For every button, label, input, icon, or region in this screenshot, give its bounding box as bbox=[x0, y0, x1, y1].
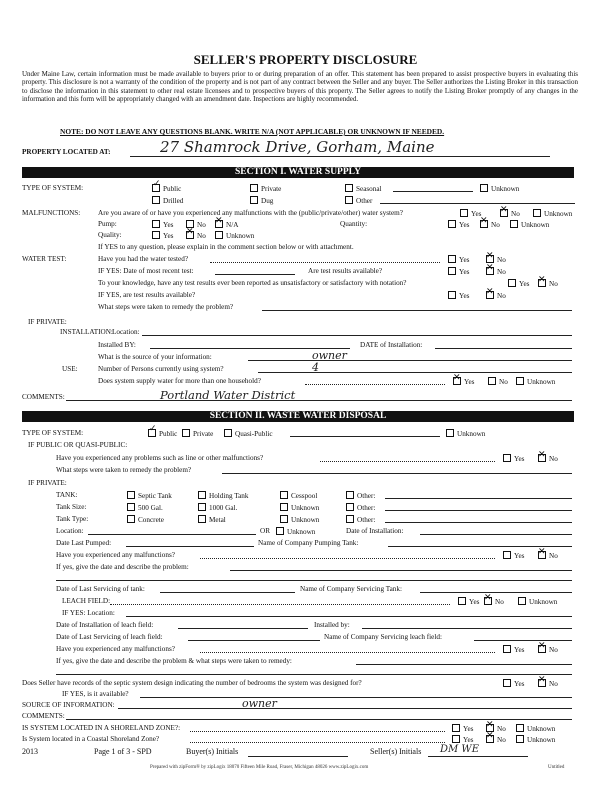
intro-paragraph: Under Maine Law, certain information must be made available to buyers prior to or during preparation of an offer. This statement has been prepared to assist prospective buyers in evaluating this property. This disclosure is not a warranty of the condition of the property and is not part of any contract between the Seller and any buyer. The Seller authorizes the Listing Broker in this transaction to disclose the information in this statement to other real estate licensees and to prospective buyers of this property. The Seller agrees to notify the Listing Broker promptly of any changes in the information and this form will be appropriately changed with an amendment date. Inspections are highly recommended. bbox=[22, 70, 578, 104]
checkbox[interactable] bbox=[538, 454, 546, 462]
checkbox[interactable] bbox=[280, 503, 288, 511]
checkbox[interactable] bbox=[127, 515, 135, 523]
checkbox[interactable] bbox=[224, 429, 232, 437]
checkbox[interactable] bbox=[148, 429, 156, 437]
checkbox[interactable] bbox=[186, 231, 194, 239]
checkbox[interactable] bbox=[480, 220, 488, 228]
checkbox[interactable] bbox=[198, 503, 206, 511]
property-address[interactable]: 27 Shamrock Drive, Gorham, Maine bbox=[160, 138, 435, 156]
checkbox[interactable] bbox=[480, 184, 488, 192]
checkbox[interactable] bbox=[127, 491, 135, 499]
checkbox[interactable] bbox=[152, 231, 160, 239]
water-public[interactable]: ✓ Public bbox=[152, 184, 181, 193]
checkbox[interactable] bbox=[453, 377, 461, 385]
checkbox[interactable] bbox=[518, 597, 526, 605]
property-label: PROPERTY LOCATED AT: bbox=[22, 148, 111, 156]
checkbox[interactable] bbox=[458, 597, 466, 605]
checkbox[interactable] bbox=[280, 491, 288, 499]
malfunctions-label: MALFUNCTIONS: bbox=[22, 209, 81, 217]
checkbox[interactable] bbox=[460, 209, 468, 217]
checkbox[interactable] bbox=[538, 679, 546, 687]
checkbox[interactable] bbox=[345, 184, 353, 192]
checkbox[interactable] bbox=[346, 515, 354, 523]
checkbox[interactable] bbox=[250, 196, 258, 204]
checkbox[interactable] bbox=[448, 267, 456, 275]
malfunctions-question: Are you aware of or have you experienced any malfunctions with the (public/private/other) water system? bbox=[98, 209, 403, 217]
footer-seller-initials: Seller(s) Initials bbox=[370, 747, 422, 756]
checkbox[interactable] bbox=[276, 527, 284, 535]
num-persons-value[interactable]: 4 bbox=[312, 361, 319, 374]
checkbox[interactable] bbox=[538, 551, 546, 559]
checkbox[interactable] bbox=[152, 196, 160, 204]
checkbox[interactable] bbox=[503, 645, 511, 653]
water-drilled[interactable]: Drilled bbox=[152, 196, 183, 205]
water-dug[interactable]: Dug bbox=[250, 196, 273, 205]
checkbox[interactable] bbox=[503, 679, 511, 687]
checkbox[interactable] bbox=[127, 503, 135, 511]
checkbox[interactable] bbox=[250, 184, 258, 192]
checkbox[interactable] bbox=[486, 255, 494, 263]
checkbox[interactable] bbox=[448, 291, 456, 299]
checkbox[interactable] bbox=[215, 231, 223, 239]
checkbox[interactable] bbox=[152, 184, 160, 192]
checkbox[interactable] bbox=[538, 645, 546, 653]
footer-zipform-line: Prepared with zipForm® by zipLogix 18070 Fifteen Mile Road, Fraser, Michigan 48026 www.zipLogix.com bbox=[150, 765, 369, 770]
water-unknown[interactable]: Unknown bbox=[480, 184, 519, 193]
water-other[interactable]: Other bbox=[345, 196, 372, 205]
checkbox[interactable] bbox=[538, 279, 546, 287]
checkbox[interactable] bbox=[215, 220, 223, 228]
checkbox[interactable] bbox=[484, 597, 492, 605]
checkbox[interactable] bbox=[448, 220, 456, 228]
checkbox[interactable] bbox=[452, 735, 460, 743]
checkbox[interactable] bbox=[182, 429, 190, 437]
water-comments-value[interactable]: Portland Water District bbox=[160, 388, 296, 402]
checkbox[interactable] bbox=[510, 220, 518, 228]
checkbox[interactable] bbox=[452, 724, 460, 732]
checkbox[interactable] bbox=[516, 377, 524, 385]
section-1-heading: SECTION I. WATER SUPPLY bbox=[22, 167, 574, 178]
checkbox[interactable] bbox=[152, 220, 160, 228]
seller-initials-value[interactable]: DM WE bbox=[440, 744, 480, 755]
checkbox[interactable] bbox=[500, 209, 508, 217]
footer-form-name: Untitled bbox=[548, 765, 565, 770]
checkbox[interactable] bbox=[446, 429, 454, 437]
note-text: NOTE: DO NOT LEAVE ANY QUESTIONS BLANK. WRITE N/A (NOT APPLICABLE) OR UNKNOWN IF NEEDED. bbox=[60, 127, 445, 136]
checkbox[interactable] bbox=[533, 209, 541, 217]
checkbox[interactable] bbox=[503, 551, 511, 559]
checkbox[interactable] bbox=[508, 279, 516, 287]
checkbox[interactable] bbox=[198, 491, 206, 499]
checkbox[interactable] bbox=[486, 735, 494, 743]
checkbox[interactable] bbox=[488, 377, 496, 385]
water-private[interactable]: Private bbox=[250, 184, 281, 193]
checkbox[interactable] bbox=[448, 255, 456, 263]
checkbox[interactable] bbox=[486, 267, 494, 275]
water-comments-label: COMMENTS: bbox=[22, 393, 65, 401]
water-test-label: WATER TEST: bbox=[22, 255, 67, 263]
footer-buyer-initials: Buyer(s) Initials bbox=[186, 747, 239, 756]
section-2-heading: SECTION II. WASTE WATER DISPOSAL bbox=[22, 411, 574, 422]
checkbox[interactable] bbox=[516, 735, 524, 743]
checkbox[interactable] bbox=[516, 724, 524, 732]
water-type-label: TYPE OF SYSTEM: bbox=[22, 184, 84, 192]
water-seasonal[interactable]: Seasonal bbox=[345, 184, 382, 193]
footer-year: 2013 bbox=[22, 747, 38, 756]
footer-page: Page 1 of 3 - SPD bbox=[94, 747, 152, 756]
checkbox[interactable] bbox=[198, 515, 206, 523]
checkbox[interactable] bbox=[346, 503, 354, 511]
checkbox[interactable] bbox=[346, 491, 354, 499]
checkbox[interactable] bbox=[345, 196, 353, 204]
checkbox[interactable] bbox=[503, 454, 511, 462]
waste-source-value[interactable]: owner bbox=[242, 697, 277, 710]
checkbox[interactable] bbox=[486, 291, 494, 299]
water-source-value[interactable]: owner bbox=[312, 349, 347, 362]
page-title: SELLER'S PROPERTY DISCLOSURE bbox=[193, 52, 418, 67]
checkbox[interactable] bbox=[280, 515, 288, 523]
